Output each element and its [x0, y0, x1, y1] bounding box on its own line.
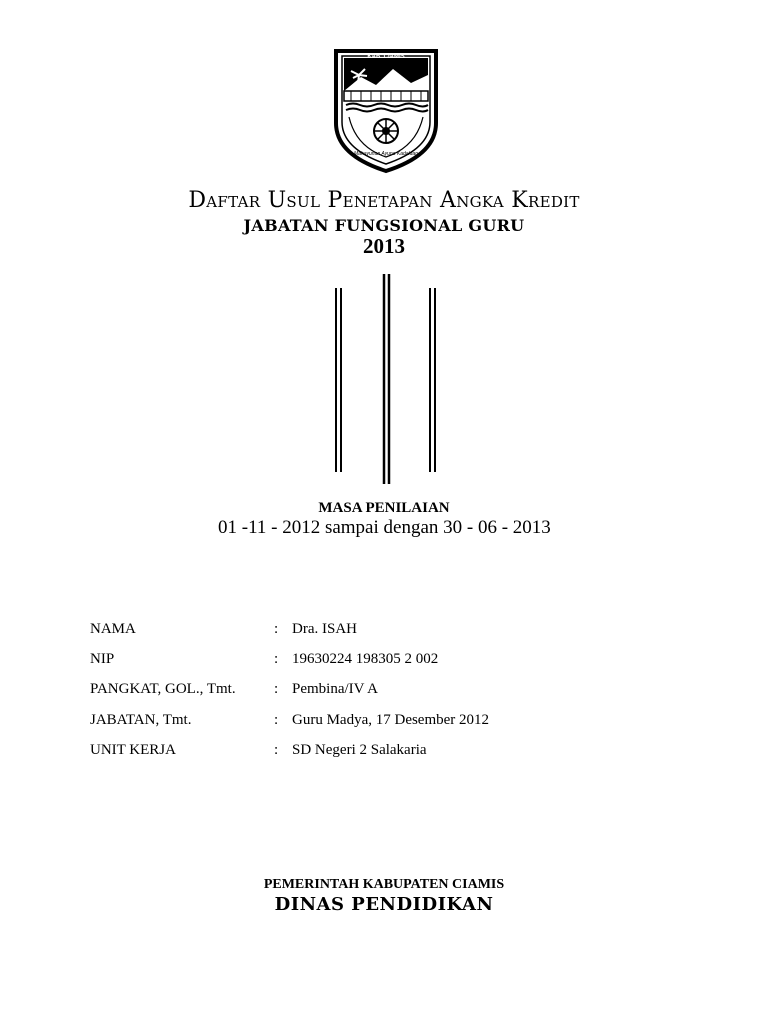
field-row-jabatan — [90, 712, 690, 732]
field-colon: : — [274, 681, 279, 697]
field-colon: : — [274, 742, 279, 758]
field-value: SD Negeri 2 Salakaria — [292, 742, 427, 758]
kabupaten-ciamis-emblem — [331, 45, 441, 175]
field-value: 19630224 198305 2 002 — [292, 651, 439, 667]
field-row-unit-kerja — [90, 742, 690, 762]
field-value: Guru Madya, 17 Desember 2012 — [292, 712, 490, 728]
document-year: 2013 — [363, 234, 405, 258]
field-colon: : — [274, 712, 279, 728]
field-label: JABATAN, Tmt. — [90, 712, 192, 728]
field-label: NIP — [90, 651, 115, 667]
footer-government: PEMERINTAH KABUPATEN CIAMIS — [263, 877, 505, 892]
field-colon: : — [274, 651, 279, 667]
emblem-motto: Mahayunan Ayuna Kadaluan — [354, 151, 418, 157]
period-label: MASA PENILAIAN — [318, 500, 450, 516]
field-label: NAMA — [90, 621, 136, 637]
field-row-nip — [90, 651, 690, 671]
vertical-line-ornament — [330, 272, 442, 487]
field-row-pangkat — [90, 681, 690, 701]
period-range: 01 -11 - 2012 sampai dengan 30 - 06 - 2013 — [218, 517, 551, 538]
field-row-nama — [90, 621, 690, 641]
field-label: UNIT KERJA — [90, 742, 176, 758]
field-value: Pembina/IV A — [292, 681, 378, 697]
field-value: Dra. ISAH — [292, 621, 357, 637]
ornament-graphic — [330, 272, 442, 487]
emblem-top-text: KAB. CIAMIS — [367, 54, 405, 60]
footer-department: DINAS PENDIDIKAN — [274, 894, 494, 915]
document-title: Daftar Usul Penetapan Angka Kredit — [188, 188, 580, 213]
field-colon: : — [274, 621, 279, 637]
document-subtitle: JABATAN FUNGSIONAL GURU — [243, 216, 525, 235]
field-label: PANGKAT, GOL., Tmt. — [90, 681, 236, 697]
